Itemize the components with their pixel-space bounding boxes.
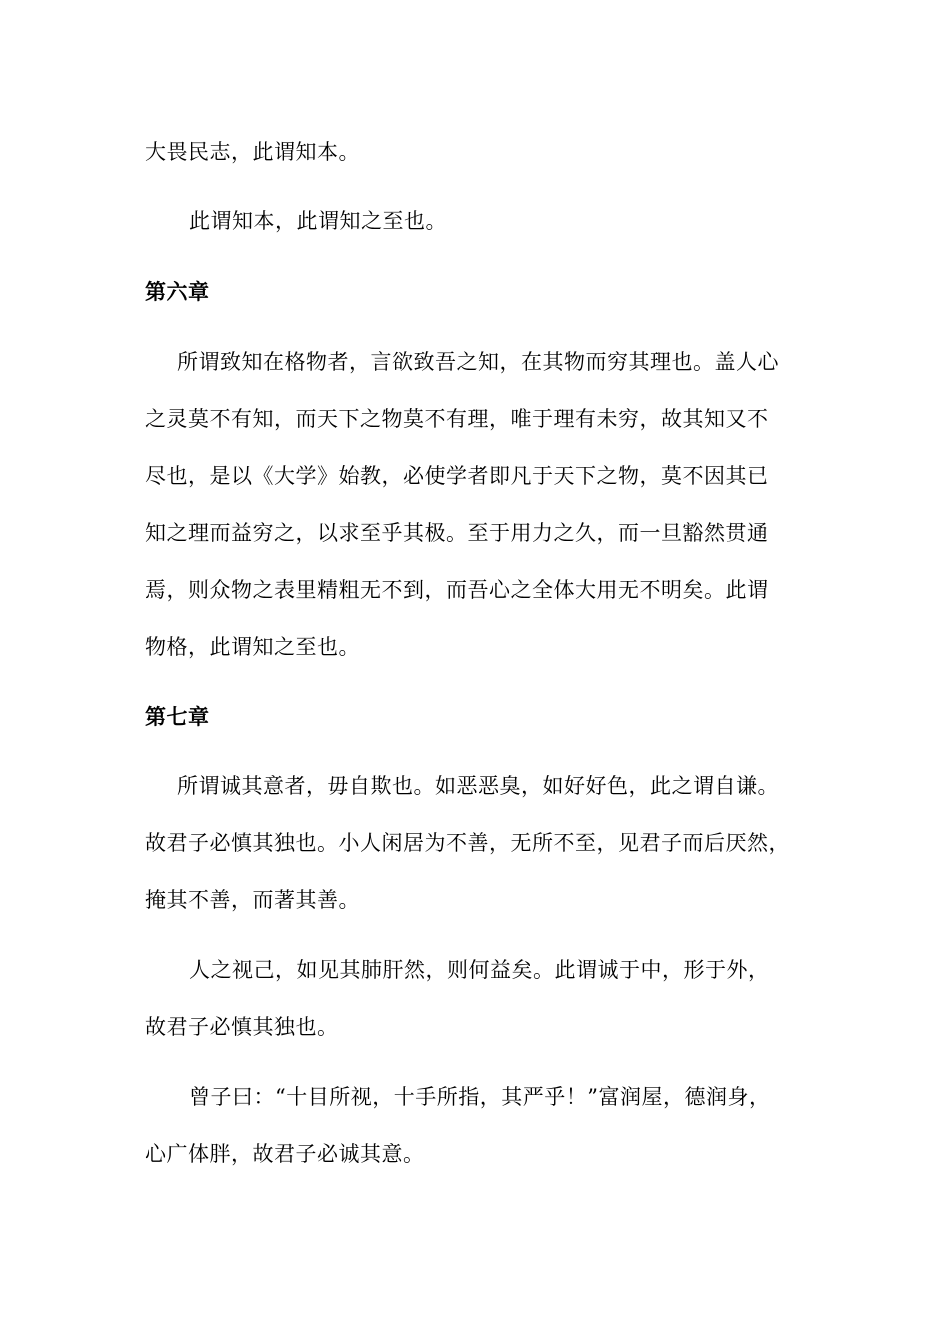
text-line: 物格，此谓知之至也。 [145,635,360,659]
text-line: 焉，则众物之表里精粗无不到，而吾心之全体大用无不明矣。此谓 [145,578,769,602]
text-line: 所谓诚其意者，毋自欺也。如恶恶臭，如好好色，此之谓自谦。 [177,774,779,798]
chapter-heading-6: 第六章 [145,279,210,304]
text-line: 曾子曰：“十目所视，十手所指，其严乎！”富润屋，德润身， [189,1085,771,1109]
text-line: 尽也，是以《大学》始教，必使学者即凡于天下之物，莫不因其已 [145,464,769,488]
text-line: 心广体胖，故君子必诚其意。 [145,1142,425,1166]
text-line: 故君子必慎其独也。小人闲居为不善，无所不至，见君子而后厌然， [145,831,790,855]
text-line: 所谓致知在格物者，言欲致吾之知，在其物而穷其理也。盖人心 [177,350,779,374]
text-line: 之灵莫不有知，而天下之物莫不有理，唯于理有未穷，故其知又不 [145,407,769,431]
text-line: 故君子必慎其独也。 [145,1015,339,1039]
text-line: 知之理而益穷之，以求至乎其极。至于用力之久，而一旦豁然贯通 [145,521,769,545]
text-line: 大畏民志，此谓知本。 [145,140,360,164]
chapter-heading-7: 第七章 [145,704,210,729]
text-line: 人之视己，如见其肺肝然，则何益矣。此谓诚于中，形于外， [189,958,770,982]
text-line: 掩其不善，而著其善。 [145,888,360,912]
text-line: 此谓知本，此谓知之至也。 [189,209,447,233]
